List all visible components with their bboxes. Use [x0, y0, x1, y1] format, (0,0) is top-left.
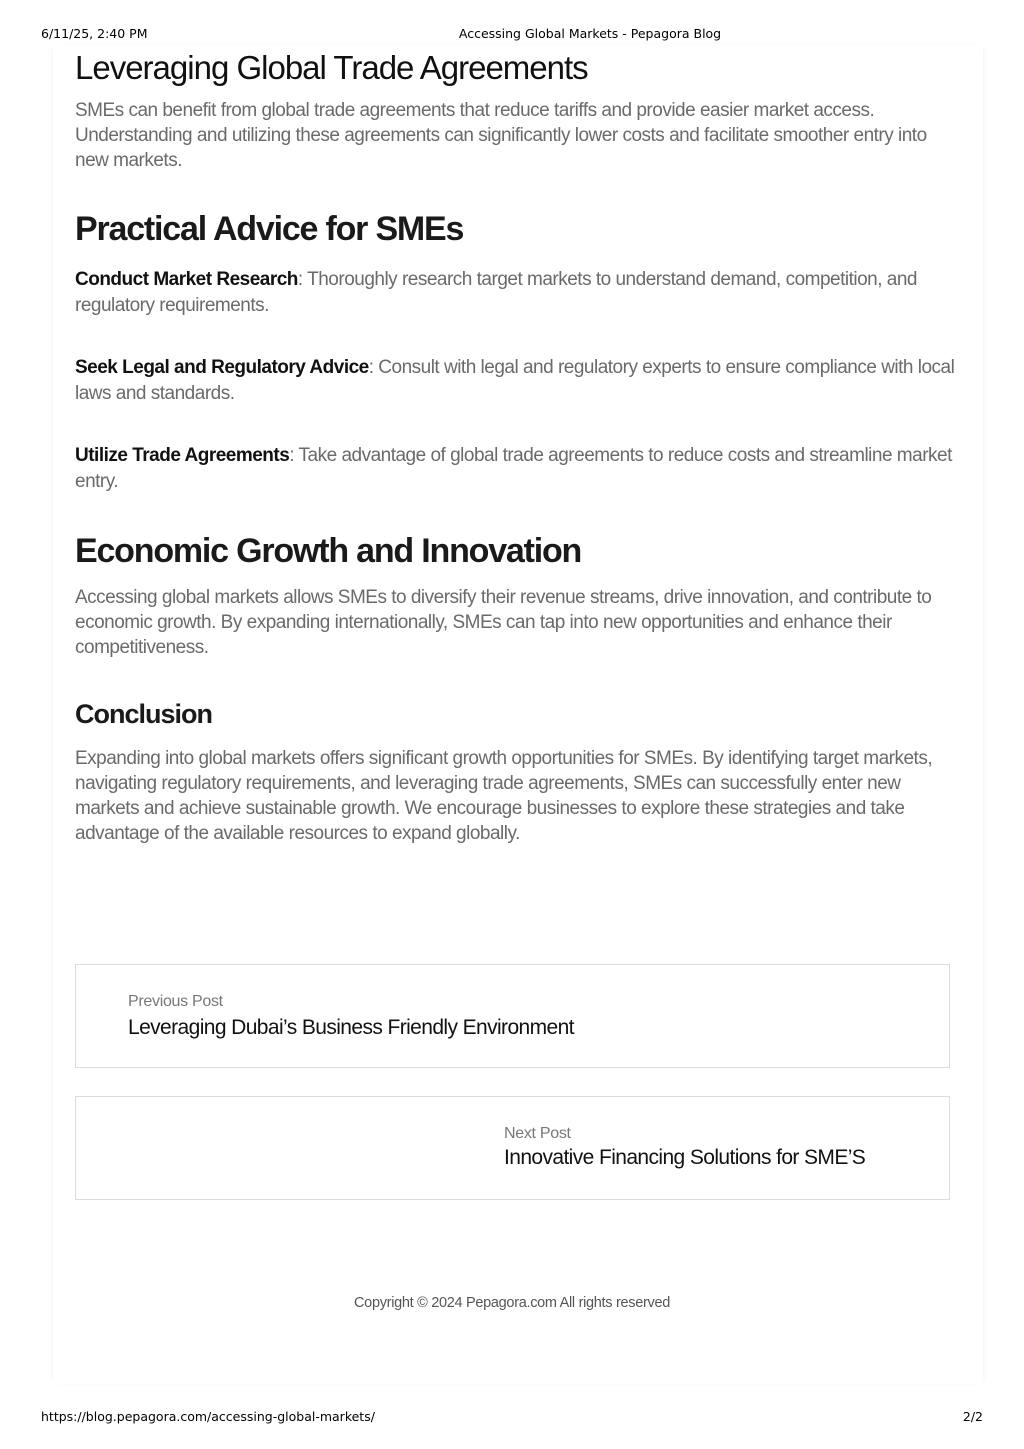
- print-header: [0, 26, 1024, 42]
- advice-item: [75, 355, 955, 407]
- previous-post-title: Leveraging Dubai’s Business Friendly Environment: [128, 1016, 574, 1039]
- heading-trade-agreements: Leveraging Global Trade Agreements: [75, 49, 588, 86]
- previous-post-link[interactable]: [75, 964, 950, 1068]
- advice-item-title: Utilize Trade Agreements: [75, 445, 290, 466]
- advice-item-text: : Take advantage of global trade agreements to reduce costs and streamline market entry.: [75, 445, 952, 492]
- heading-economic-growth: Economic Growth and Innovation: [75, 532, 582, 570]
- advice-item-title: Conduct Market Research: [75, 269, 298, 290]
- next-post-label: Next Post: [504, 1125, 571, 1142]
- advice-item-text: : Thoroughly research target markets to understand demand, competition, and regulatory requirements.: [75, 269, 917, 316]
- print-page-title: Accessing Global Markets - Pepagora Blog: [458, 26, 722, 41]
- section-economic-growth: [75, 531, 955, 660]
- paragraph-trade-agreements: SMEs can benefit from global trade agreements that reduce tariffs and provide easier market access. Understanding and utilizing these agreements can significantly lower costs and facilitate smoother entry into new markets.: [75, 100, 927, 171]
- print-url: https://blog.pepagora.com/accessing-global-markets/: [41, 1409, 375, 1424]
- paragraph-conclusion: Expanding into global markets offers significant growth opportunities for SMEs. By identifying target markets, navigating regulatory requirements, and leveraging trade agreements, SMEs can successfully enter new markets and achieve sustainable growth. We encourage businesses to explore these strategies and take advantage of the available resources to expand globally.: [75, 748, 933, 844]
- paragraph-economic-growth: Accessing global markets allows SMEs to diversify their revenue streams, drive innovation, and contribute to economic growth. By expanding internationally, SMEs can tap into new opportunities and enhance their competitiveness.: [75, 587, 932, 658]
- next-post-link[interactable]: [75, 1096, 950, 1200]
- advice-item: [75, 267, 955, 319]
- advice-item-text: : Consult with legal and regulatory experts to ensure compliance with local laws and standards.: [75, 357, 955, 404]
- copyright-text: Copyright © 2024 Pepagora.com All rights reserved: [354, 1295, 670, 1311]
- article-content: [75, 48, 955, 846]
- previous-post-label: Previous Post: [128, 993, 223, 1010]
- next-post-title: Innovative Financing Solutions for SME’S: [504, 1146, 866, 1169]
- heading-practical-advice: Practical Advice for SMEs: [75, 210, 464, 248]
- section-conclusion: [75, 698, 955, 846]
- print-page-number: 2/2: [962, 1409, 983, 1424]
- section-practical-advice: [75, 209, 955, 495]
- advice-item-title: Seek Legal and Regulatory Advice: [75, 357, 369, 378]
- heading-conclusion: Conclusion: [75, 699, 212, 729]
- print-datetime: 6/11/25, 2:40 PM: [41, 26, 148, 41]
- section-trade-agreements: [75, 48, 955, 173]
- advice-item: [75, 443, 955, 495]
